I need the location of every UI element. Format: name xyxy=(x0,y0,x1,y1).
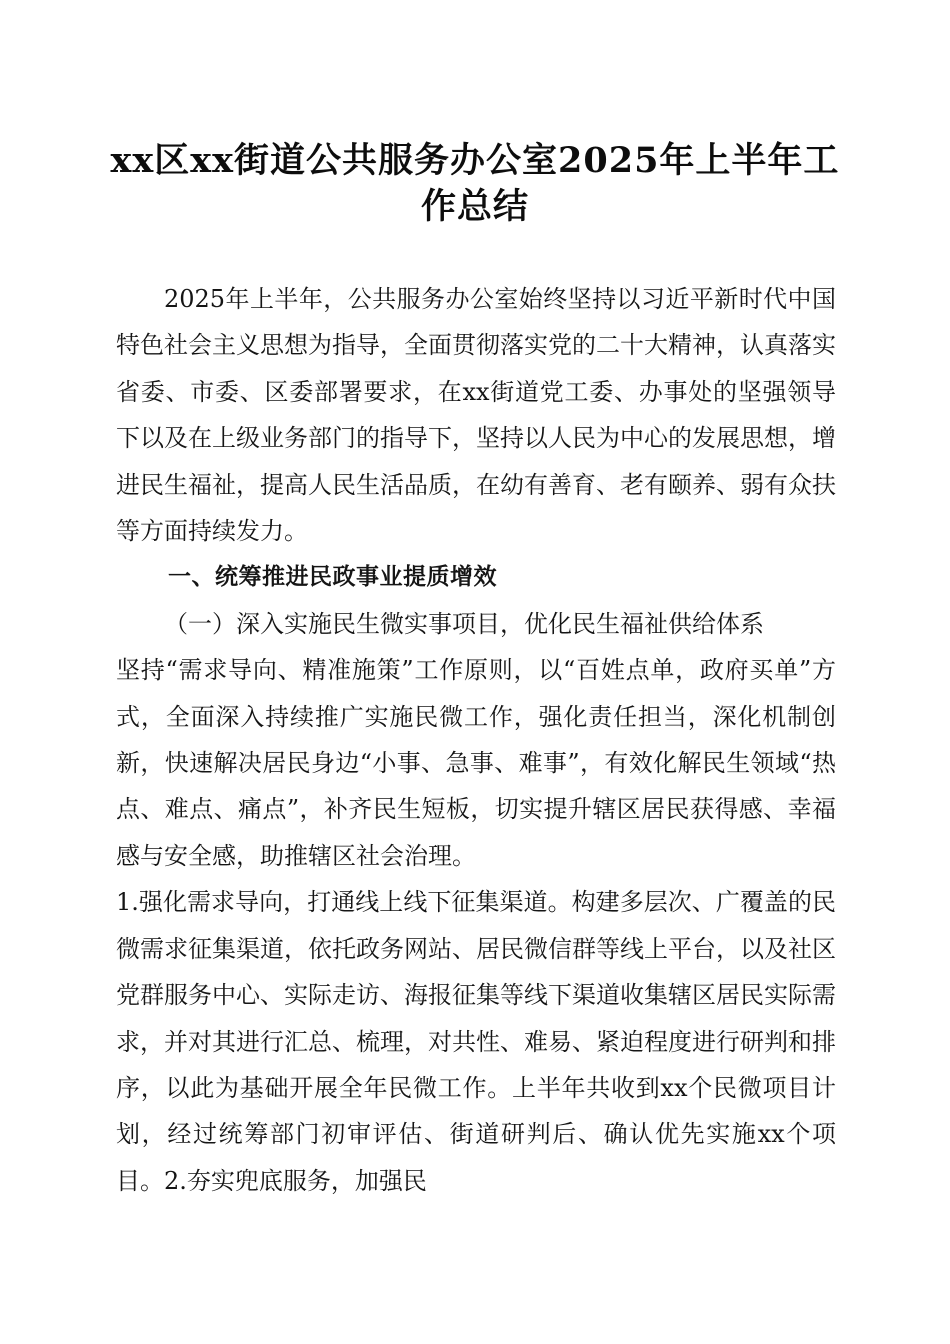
subsection-1-body: 坚持“需求导向、精准施策”工作原则，以“百姓点单，政府买单”方式，全面深入持续推广实施民微工作，强化责任担当，深化机制创新，快速解决居民身边“小事、急事、难事”，有效化解民生领域“热点、难点、痛点”，补齐民生短板，切实提升辖区居民获得感、幸福感与安全感，助推辖区社会治理。 xyxy=(116,656,836,870)
title-line-1: xx区xx街道公共服务办公室2025年上半年工 xyxy=(110,140,840,181)
item-1-paragraph: 1.强化需求导向，打通线上线下征集渠道。构建多层次、广覆盖的民微需求征集渠道，依托政务网站、居民微信群等线上平台，以及社区党群服务中心、实际走访、海报征集等线下渠道收集辖区居民实际需求，并对其进行汇总、梳理，对共性、难易、紧迫程度进行研判和排序，以此为基础开展全年民微工作。上半年共收到xx个民微项目计划，经过统筹部门初审评估、街道研判后、确认优先实施xx个项目。2.夯实兜底服务，加强民 xyxy=(116,888,836,1195)
document-title xyxy=(100,138,850,230)
section-heading-1: 一、统筹推进民政事业提质增效 xyxy=(168,564,497,591)
subsection-heading-1: （一）深入实施民生微实事项目，优化民生福祉供给体系 xyxy=(164,609,764,638)
intro-paragraph: 2025年上半年，公共服务办公室始终坚持以习近平新时代中国特色社会主义思想为指导，全面贯彻落实党的二十大精神，认真落实省委、市委、区委部署要求，在xx街道党工委、办事处的坚强领导下以及在上级业务部门的指导下，坚持以人民为中心的发展思想，增进民生福祉，提高人民生活品质，在幼有善育、老有颐养、弱有众扶等方面持续发力。 xyxy=(116,285,836,546)
document-body xyxy=(116,276,836,1204)
title-line-2: 作总结 xyxy=(420,186,529,227)
